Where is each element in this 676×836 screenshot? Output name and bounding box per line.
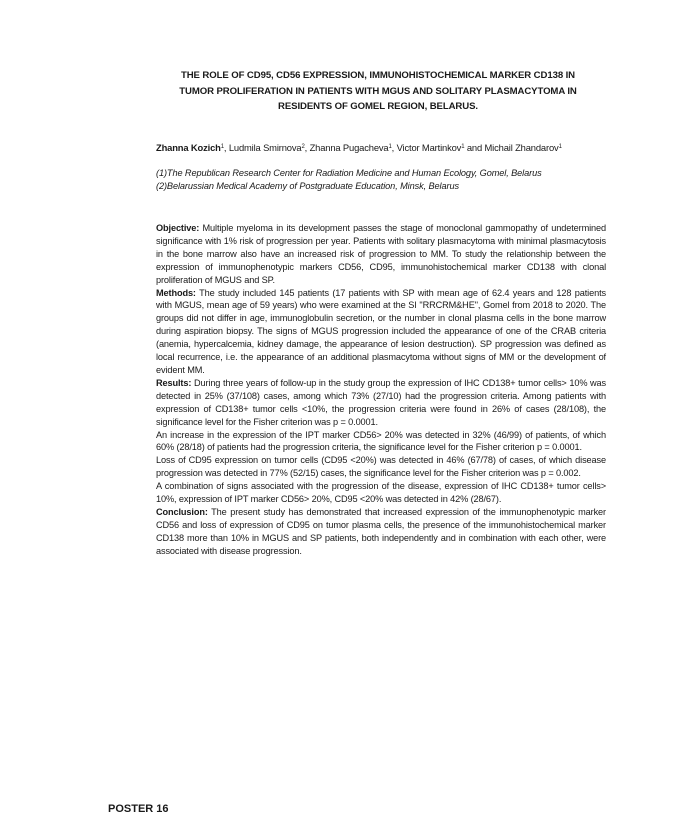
methods-paragraph — [156, 287, 606, 377]
objective-text: Multiple myeloma in its development passes the stage of monoclonal gammopathy of undetermined significance with 1% risk of progression per year. Patients with solitary plasmacytoma with minimal plasmacytosis in the bone marrow also have an increased risk of progression to MM. To study the relationship between the expression of immunophenotypic markers CD56, CD95, immunohistochemical marker CD138 with clonal proliferation of MGUS and SP. — [156, 223, 606, 285]
conclusion-text: The present study has demonstrated that increased expression of the immunophenotypic marker CD56 and loss of expression of CD95 on tumor plasma cells, the presence of the immunohistochemical marker CD138 more than 10% in MGUS and SP patients, both independently and in combination with each other, were associated with disease progression. — [156, 506, 606, 556]
author-affiliation-mark: 2 — [301, 144, 305, 150]
author-name: , Zhanna Pugacheva — [304, 142, 389, 153]
methods-text: The study included 145 patients (17 patients with SP with mean age of 62.4 years and 128 patients with MGUS, mean age of 59 years) who were examined at the SI "RRCRM&HE", Gomel from 2018 to 2020. The groups did not differ in age, immunoglobulin secretion, or the number in clonal plasma cells in the bone marrow during aspiration biopsy. The signs of MGUS progression included the appearance of one of the CRAB criteria (anemia, hypercalcemia, kidney damage, the appearance of lesion destruction). SP progression was defined as local recurrence, i.e. the appearance of an additional plasmacytoma without signs of MM or the development of evident MM. — [156, 287, 606, 375]
author-affiliation-mark: 1 — [461, 144, 465, 150]
author-affiliation-mark: 1 — [220, 144, 224, 150]
author-list — [156, 141, 616, 154]
title-line: RESIDENTS OF GOMEL REGION, BELARUS. — [278, 101, 478, 113]
results-heading: Results: — [156, 377, 192, 388]
results-paragraph — [156, 377, 606, 429]
affiliation-line: (1)The Republican Research Center for Radiation Medicine and Human Ecology, Gomel, Belarus — [156, 168, 542, 178]
author-affiliation-mark: 1 — [388, 144, 392, 150]
combination-paragraph: A combination of signs associated with the progression of the disease, expression of IHC CD138+ tumor cells> 10%, expression of IPT marker CD56> 20%, CD95 <20% was detected in 42% (28/67). — [156, 481, 606, 505]
affiliations — [156, 167, 616, 193]
author-affiliation-mark: 1 — [558, 144, 562, 150]
conclusion-paragraph — [156, 506, 606, 558]
author-name: , Ludmila Smirnova — [223, 142, 302, 153]
objective-heading: Objective: — [156, 223, 200, 233]
title-line: THE ROLE OF CD95, CD56 EXPRESSION, IMMUNOHISTOCHEMICAL MARKER CD138 IN — [180, 70, 576, 81]
abstract-body — [156, 222, 606, 558]
cd56-paragraph: An increase in the expression of the IPT marker CD56> 20% was detected in 32% (46/99) of patients, of which 60% (28/18) of patients had the progression criteria, the significance level for the Fisher criterion p = 0.0001. — [156, 429, 606, 453]
methods-heading: Methods: — [156, 287, 196, 298]
affiliation-line: (2)Belarussian Medical Academy of Postgraduate Education, Minsk, Belarus — [156, 181, 459, 191]
author-name: , Victor Martinkov — [391, 142, 462, 153]
author-name: Zhanna Kozich — [156, 142, 221, 153]
poster-number-label: POSTER 16 — [108, 803, 169, 815]
paper-title — [150, 68, 606, 115]
author-name: and Michail Zhandarov — [464, 142, 559, 153]
objective-paragraph — [156, 222, 606, 287]
cd95-paragraph: Loss of CD95 expression on tumor cells (CD95 <20%) was detected in 46% (67/78) of cases, of which disease progression was detected in 77% (52/15) cases, the significance level for the Fisher criterion was p = 0.002. — [156, 455, 606, 479]
conclusion-heading: Conclusion: — [156, 506, 208, 517]
results-text: During three years of follow-up in the study group the expression of IHC CD138+ tumor cells> 10% was detected in 25% (37/108) cases, among which 73% (27/10) had the progression criteria. Among patients with expression of CD138+ tumor cells <10%, the progression criteria were found in 26% of cases (28/108), the significance level for the Fisher criterion was p = 0.0001. — [156, 377, 606, 427]
title-line: TUMOR PROLIFERATION IN PATIENTS WITH MGUS AND SOLITARY PLASMACYTOMA IN — [179, 85, 577, 97]
